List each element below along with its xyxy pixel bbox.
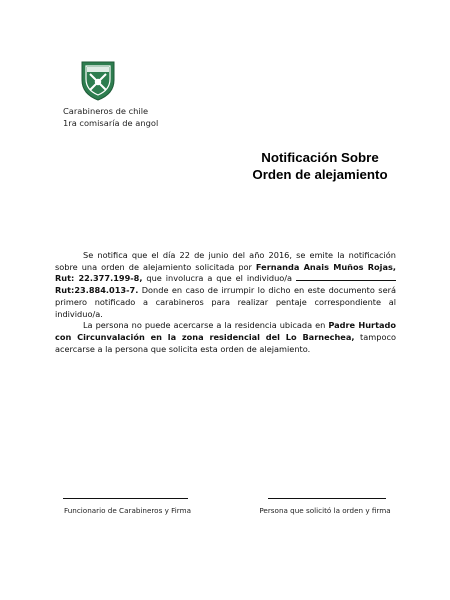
- title-line-2: Orden de alejamiento: [252, 167, 388, 182]
- individual-name-blank: [296, 274, 396, 281]
- individual-rut: Rut:23.884.013-7.: [55, 285, 139, 296]
- signature-label: Persona que solicitó la orden y firma: [259, 506, 391, 515]
- p2-text-a: La persona no puede acercarse a la residencia ubicada en: [83, 320, 329, 331]
- carabineros-emblem-icon: [78, 58, 118, 102]
- signature-requester: [255, 498, 395, 515]
- signature-line: [268, 498, 386, 499]
- signature-line: [63, 498, 188, 499]
- p1-text-c: Donde en caso de irrumpir lo dicho en este documento será primero notificado a carabineros para realizar pentaje correspondiente al individuo/a.: [55, 285, 396, 319]
- document-title: [225, 149, 415, 183]
- org-name: Carabineros de chile: [63, 106, 149, 116]
- signature-officer: [60, 498, 195, 515]
- signature-label: Funcionario de Carabineros y Firma: [64, 506, 191, 515]
- org-station: 1ra comisaría de angol: [63, 118, 159, 128]
- paragraph-2: [55, 320, 396, 355]
- organization-header: [63, 105, 158, 129]
- p1-text-a: Se notifica que el día 22 de junio del año 2016, se emite la notificación sobre una orden de alejamiento solicitada por: [55, 250, 396, 272]
- requester-name: Fernanda Anais Muños Rojas, Rut: 22.377.199-8,: [55, 261, 397, 284]
- p1-text-b: que involucra a que el individuo/a: [142, 273, 296, 284]
- p2-text-b: tampoco acercarse a la persona que solicita esta orden de alejamiento.: [55, 331, 396, 354]
- residence-location: Padre Hurtado con Circunvalación en la zona residencial del Lo Barnechea,: [55, 320, 396, 342]
- paragraph-1: [55, 250, 396, 320]
- title-line-1: Notificación Sobre: [261, 150, 379, 165]
- document-body: [55, 250, 396, 355]
